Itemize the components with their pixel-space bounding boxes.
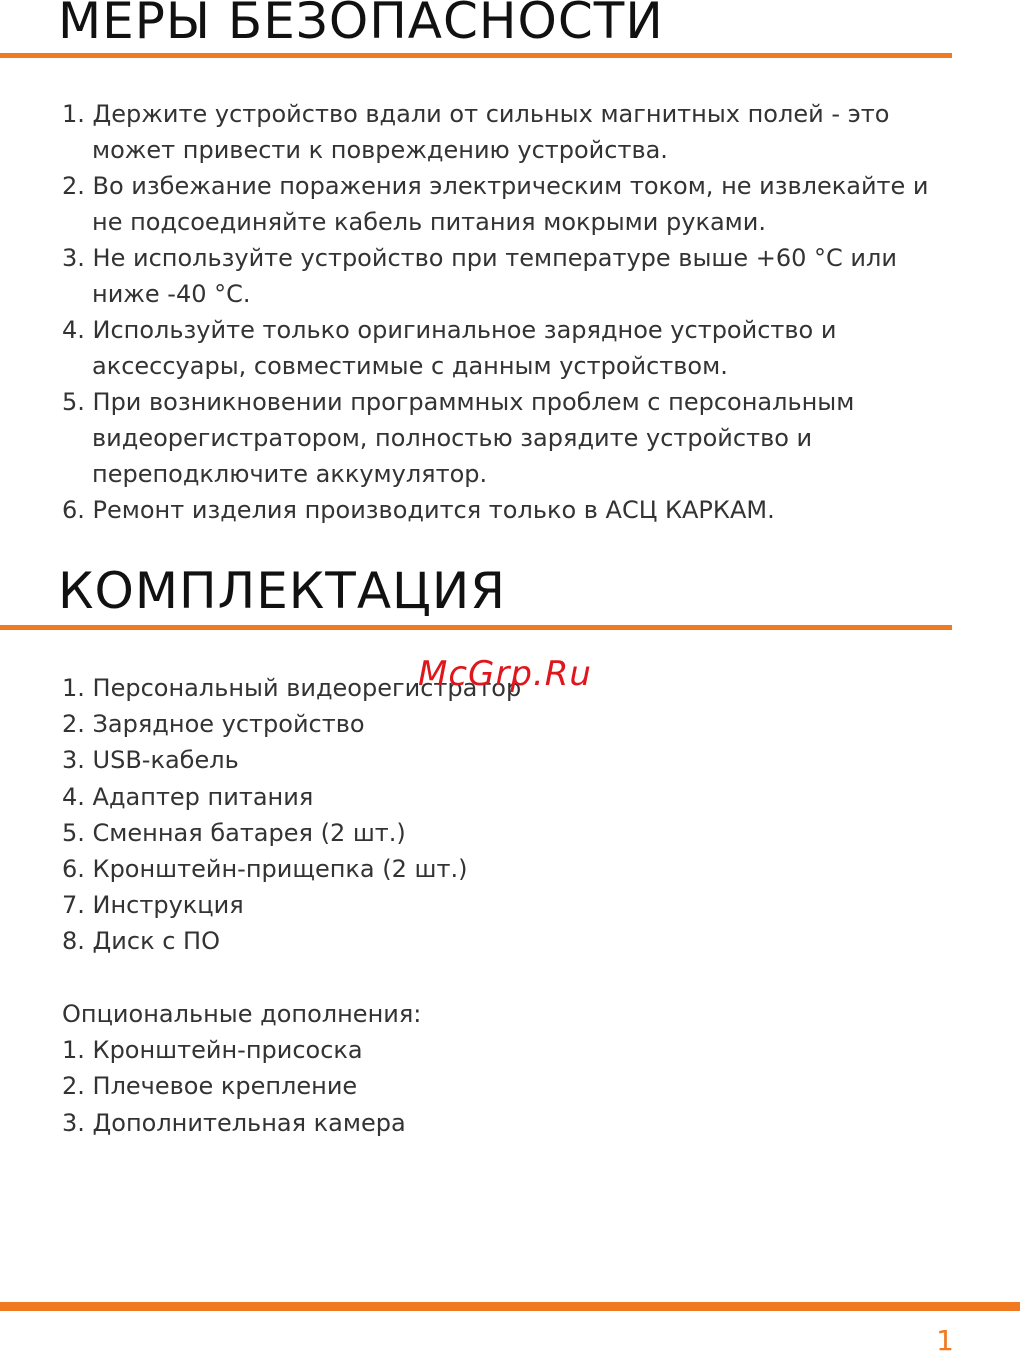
safety-list [62,96,962,528]
kit-item: 8. Диск с ПО [62,927,220,956]
safety-item: 3. Не используйте устройство при температуре выше +60 °С или ниже -40 °С. [62,244,897,308]
kit-list [62,670,962,960]
optional-title: Опциональные дополнения: [62,1000,422,1028]
safety-heading: МЕРЫ БЕЗОПАСНОСТИ [58,0,664,50]
kit-item: 1. Персональный видеорегистратор [62,674,522,702]
footer-bar [0,1302,1020,1311]
optional-item: 3. Дополнительная камера [62,1108,406,1137]
safety-divider [0,53,952,58]
watermark: McGrp.Ru [418,654,592,694]
kit-item: 4. Адаптер питания [62,782,314,811]
optional-list [62,1032,962,1141]
kit-item: 3. USB-кабель [62,746,239,775]
kit-item: 6. Кронштейн-прищепка (2 шт.) [62,855,468,884]
safety-item: 4. Используйте только оригинальное зарядное устройство и аксессуары, совместимые с данным устройством. [62,316,837,380]
safety-item: 5. При возникновении программных проблем с персональным видеорегистратором, полностью зарядите устройство и переподключите аккумулятор. [62,388,855,488]
optional-accessories [62,996,962,1141]
kit-divider [0,625,952,630]
kit-heading: КОМПЛЕКТАЦИЯ [58,562,506,620]
optional-item: 2. Плечевое крепление [62,1072,358,1101]
kit-item: 2. Зарядное устройство [62,710,365,739]
optional-item: 1. Кронштейн-присоска [62,1036,363,1065]
safety-item: 6. Ремонт изделия производится только в АСЦ КАРКАМ. [62,496,775,524]
safety-item: 2. Во избежание поражения электрическим током, не извлекайте и не подсоединяйте кабель питания мокрыми руками. [62,172,929,236]
kit-item: 7. Инструкция [62,891,244,920]
kit-item: 5. Сменная батарея (2 шт.) [62,818,406,847]
safety-item: 1. Держите устройство вдали от сильных магнитных полей - это может привести к повреждению устройства. [62,100,890,164]
page-number: 1 [936,1324,954,1357]
